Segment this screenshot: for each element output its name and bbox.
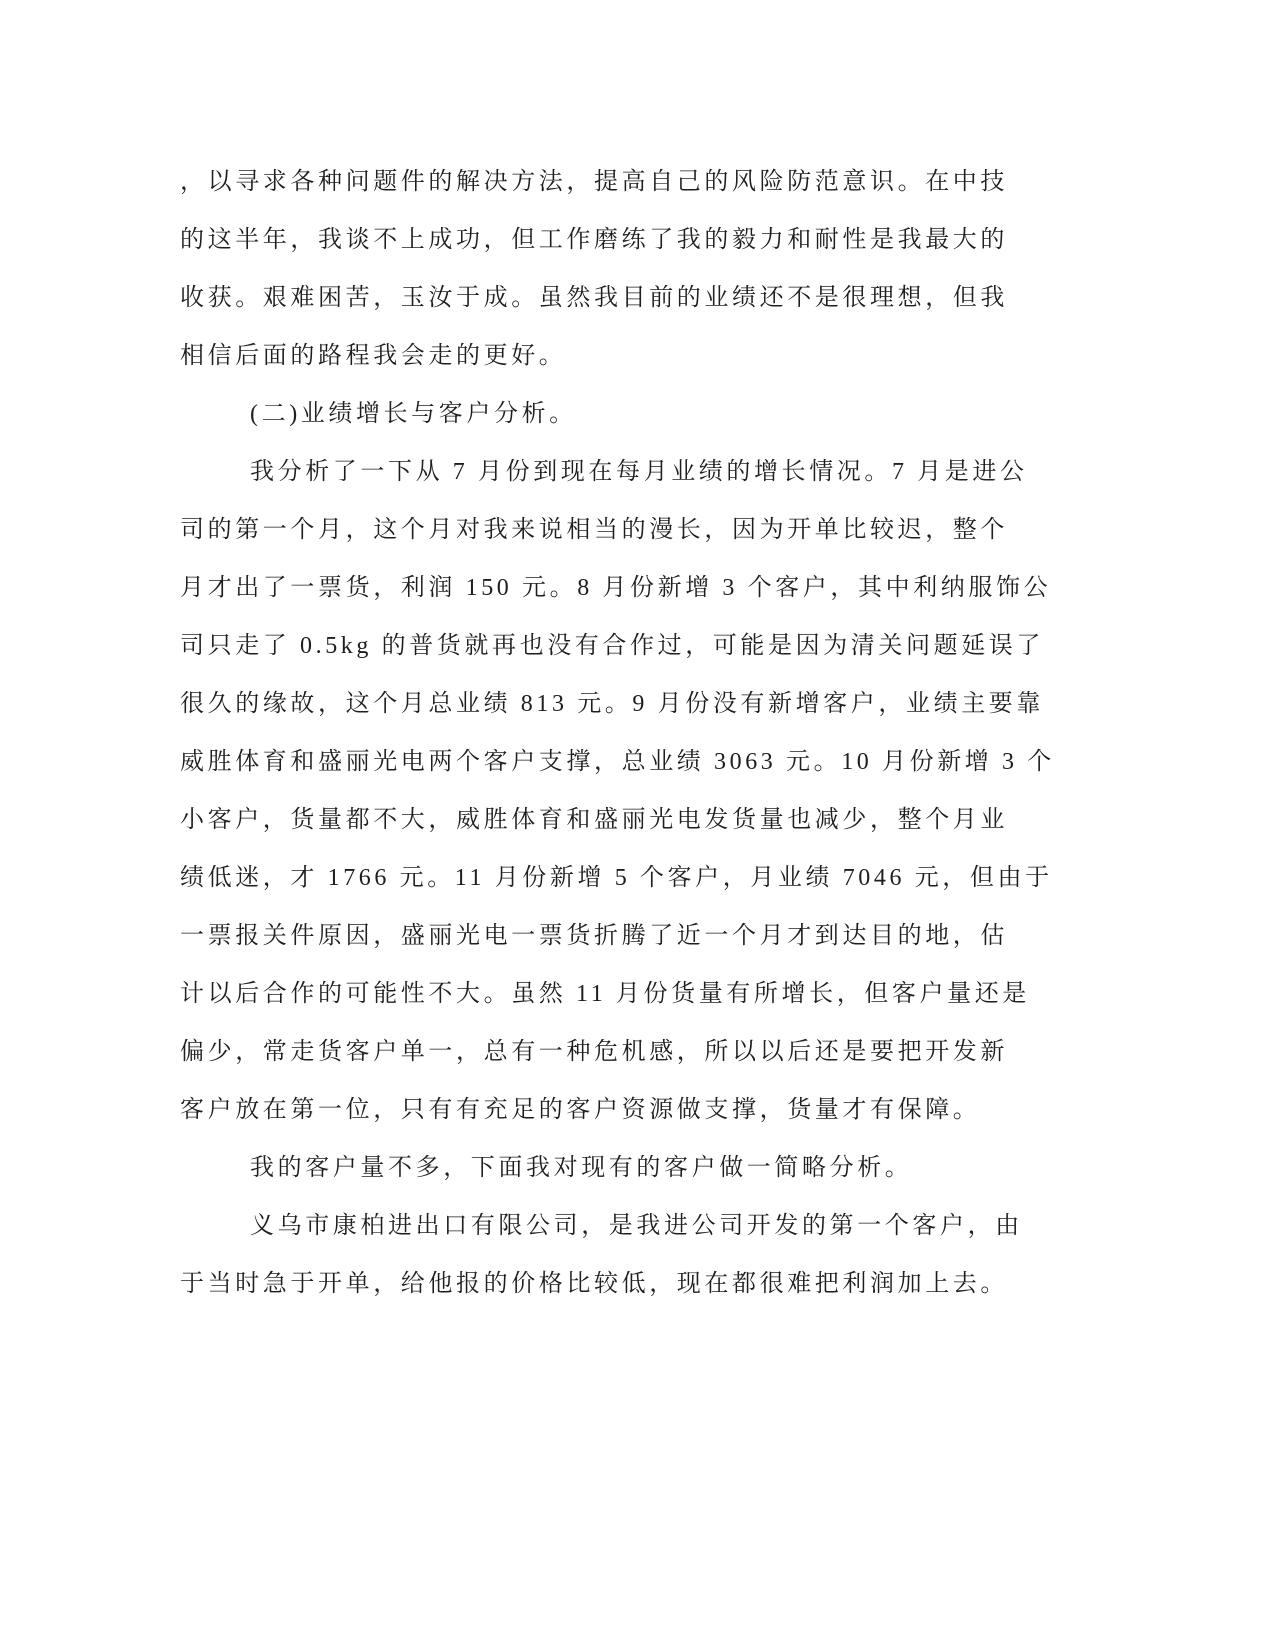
text-line: 司只走了 0.5kg 的普货就再也没有合作过，可能是因为清关问题延误了 [180,633,1044,659]
text-line: 一票报关件原因，盛丽光电一票货折腾了近一个月才到达目的地，估 [180,923,1008,949]
body-text [180,153,1055,1313]
text-line: 我分析了一下从 7 月份到现在每月业绩的增长情况。7 月是进公 [250,459,1028,485]
section-heading [180,385,1050,443]
text-line: 计以后合作的可能性不大。虽然 11 月份货量有所增长，但客户量还是 [180,981,1030,1007]
paragraph-performance [180,443,1055,1139]
text-line: 我的客户量不多，下面我对现有的客户做一简略分析。 [250,1155,913,1181]
text-line: 绩低迷，才 1766 元。11 月份新增 5 个客户，月业绩 7046 元，但由于 [180,865,1053,891]
text-line: 收获。艰难困苦，玉汝于成。虽然我目前的业绩还不是很理想，但我 [180,285,1008,311]
paragraph-customer-kangbai [180,1197,1050,1313]
text-line: 小客户，货量都不大，威胜体育和盛丽光电发货量也减少，整个月业 [180,807,1008,833]
text-line: ，以寻求各种问题件的解决方法，提高自己的风险防范意识。在中技 [180,169,1008,195]
text-line: 于当时急于开单，给他报的价格比较低，现在都很难把利润加上去。 [180,1271,1008,1297]
paragraph-continuation [180,153,1050,385]
text-line: 偏少，常走货客户单一，总有一种危机感，所以以后还是要把开发新 [180,1039,1008,1065]
heading-line: (二)业绩增长与客户分析。 [250,401,577,427]
text-line: 相信后面的路程我会走的更好。 [180,343,567,369]
paragraph-customer-intro [180,1139,1050,1197]
text-line: 威胜体育和盛丽光电两个客户支撑，总业绩 3063 元。10 月份新增 3 个 [180,749,1055,775]
text-line: 很久的缘故，这个月总业绩 813 元。9 月份没有新增客户，业绩主要靠 [180,691,1044,717]
text-line: 司的第一个月，这个月对我来说相当的漫长，因为开单比较迟，整个 [180,517,1008,543]
text-line: 义乌市康柏进出口有限公司，是我进公司开发的第一个客户，由 [250,1213,1023,1239]
text-line: 月才出了一票货，利润 150 元。8 月份新增 3 个客户，其中利纳服饰公 [180,575,1052,601]
text-line: 的这半年，我谈不上成功，但工作磨练了我的毅力和耐性是我最大的 [180,227,1008,253]
text-line: 客户放在第一位，只有有充足的客户资源做支撑，货量才有保障。 [180,1097,981,1123]
